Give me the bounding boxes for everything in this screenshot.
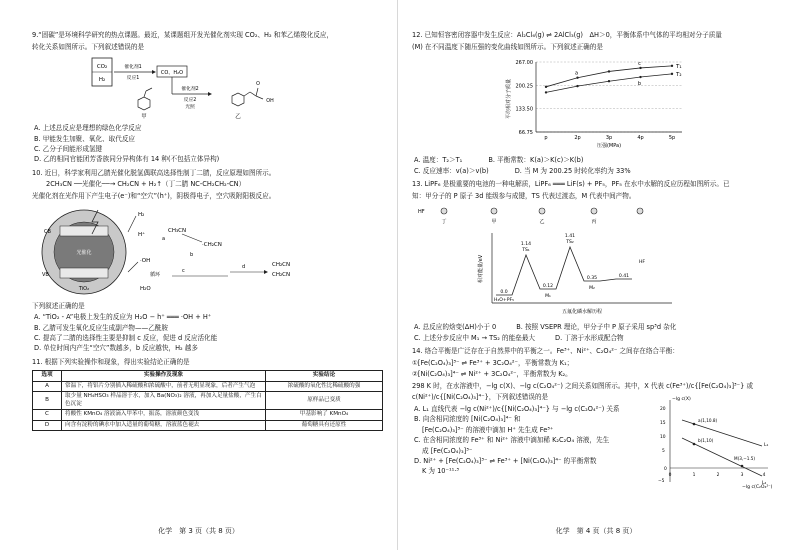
page-4 xyxy=(397,0,794,550)
q9-cat2: 催化剂2 xyxy=(181,87,199,93)
q9-rxn1: 反应1 xyxy=(126,76,140,82)
level-0: 0.0 xyxy=(500,290,508,296)
page-4-footer: 化学 第 4 页（共 8 页） xyxy=(555,527,637,535)
q12-ytick-label: 66.75 xyxy=(518,130,533,137)
q12-series-name: T₁ xyxy=(676,64,682,71)
q14-option-d-cont: K 为 10⁻¹¹·³ xyxy=(422,467,460,476)
q9-cat1: 催化剂1 xyxy=(124,65,142,71)
q12-series-line xyxy=(546,74,672,93)
product-label-2: CH₂CN xyxy=(272,271,291,278)
q10-stem-line1: 10. 近日，科学家利用乙腈光催化脱氢偶联高选择性制丁二腈，反应原理如图所示。 xyxy=(32,168,276,177)
q13-x-caption: 五氟化磷水解历程 xyxy=(561,309,603,316)
q14-ytick-15: 15 xyxy=(660,420,666,426)
ts2-label: TS₂ xyxy=(566,240,574,246)
reactant-label: H₂O+PF₅ xyxy=(493,298,515,304)
q12-options-row2 xyxy=(412,166,776,176)
cycle-label: 循环 xyxy=(150,271,161,278)
q10-option-a: A. “TiO₂ - A”电极上发生的反应为 H₂O − h⁺ ═══ ·OH + H⁺ xyxy=(34,313,212,322)
q9-scheme-svg xyxy=(32,54,332,120)
q12-point xyxy=(608,80,610,82)
q12-chart xyxy=(492,54,776,152)
ts1-label: TS₁ xyxy=(522,248,530,254)
row-a-operation: 常温下，将铝片分别插入稀硫酸和浓硫酸中，前者无明显现象，后者产生气泡 xyxy=(62,381,266,392)
q12-xtick-label: 3p xyxy=(605,135,613,142)
valence-band xyxy=(60,268,108,278)
q14-options xyxy=(412,404,650,477)
row-b-conclusion: 原样品已变质 xyxy=(266,392,383,410)
q12-options xyxy=(412,155,776,165)
q14-xtick-1: 1 xyxy=(692,472,696,478)
row-a-option: A xyxy=(33,381,62,392)
q9-light: 光照 xyxy=(185,105,195,111)
q12-point-label: c xyxy=(638,61,641,68)
q14-chart-svg xyxy=(656,394,776,490)
q10-ask: 下列叙述正确的是 xyxy=(32,301,85,310)
q9-label-o: O xyxy=(256,82,260,88)
q10-option-b: B. 乙腈可发生氧化反应生成副产物——乙酰胺 xyxy=(34,323,168,332)
q9-label-jia: 甲 xyxy=(141,114,147,121)
q12-point xyxy=(608,70,610,72)
q9-h2: H₂ xyxy=(98,77,106,84)
q12-point xyxy=(545,91,547,93)
struct-bing: 丙 xyxy=(591,219,597,226)
q12-ytick-label: 267.00 xyxy=(515,60,533,67)
q9-co-h2o: CO、H₂O xyxy=(160,70,184,77)
q10-option-d: D. 单位时间内产生“空穴”数越多，b 反应越快，H₂ 越多 xyxy=(34,344,198,353)
col-operation: 实验操作及现象 xyxy=(62,371,266,382)
level-m2: 0.35 xyxy=(586,276,598,282)
q13-stem-line2: 知：甲分子的 P 原子 3d 能级参与成键，TS 代表过渡态，M 代表中间产物。 xyxy=(412,191,636,200)
q12-point xyxy=(576,77,578,79)
path-c: c xyxy=(182,267,185,274)
q12-xtick-label: 2p xyxy=(574,135,581,142)
q14-option-b-cont: [Fe(C₂O₄)₃]³⁻ 的溶液中滴加 H⁺ 先生成 Fe³⁺ xyxy=(422,425,554,434)
q13-energy-profile-svg xyxy=(412,203,772,319)
row-b-operation: 取少量 NH₄HSO₃ 样品溶于水，加入 Ba(NO₃)₂ 溶液，再加入足量盐酸，产生白色沉淀 xyxy=(62,392,266,410)
q13-stem-line1: 13. LiPF₆ 是极重要的电池的一种电解质，LiPF₆ ═══ LiF(s) + PF₅，PF₅ 在水中水解的反应历程如图所示。已 xyxy=(412,180,730,188)
product-structure xyxy=(232,88,263,106)
q14-ytick-0: 0 xyxy=(664,466,667,472)
q14-xtick-2: 2 xyxy=(716,472,720,478)
q9-rxn2: 反应2 xyxy=(183,98,197,104)
hplus-label: H⁺ xyxy=(138,231,146,238)
q12-xtick-label: 5p xyxy=(668,135,676,142)
point-b-label: b(1,10) xyxy=(698,437,714,443)
q10-equation: 2CH₃CN ──光催化──→ CH₂CN + H₂↑（丁二腈 NC‑CH₂CH₂‑CN） xyxy=(46,180,246,189)
level-ts1: 1.14 xyxy=(520,242,532,248)
q14-stem-line3: c(Ni²⁺)/c{[Ni(C₂O₄)₃]⁴⁻}，下列叙述错误的是 xyxy=(412,393,549,402)
point-b xyxy=(693,443,696,446)
conduction-band xyxy=(60,226,108,236)
m2-label: M₂ xyxy=(589,286,595,292)
q9-option-d: D. 乙的相同官能团芳香族同分异构体有 14 种(不包括立体异构) xyxy=(34,155,220,164)
energy-path xyxy=(496,247,632,295)
l2-label: L₂ xyxy=(762,480,767,486)
q14-stem-line2: 298 K 时，在水溶液中，−lg c(X)、−lg c(C₂O₄²⁻) 之间关系如图所示。其中，X 代表 c(Fe³⁺)/c{[Fe(C₂O₄)₃]³⁻} 或 xyxy=(412,381,754,390)
q10-figure xyxy=(32,204,383,298)
row-d-conclusion: 葡萄糖具有还原性 xyxy=(266,420,383,431)
q13-option-a: A. 总反应的焓变(ΔH)小于 0 xyxy=(414,323,497,332)
q14-xtick-3: 3 xyxy=(740,472,744,478)
q14-ytick-5: 5 xyxy=(662,448,665,454)
styrene-structure xyxy=(138,88,152,110)
struct-ding: 丁 xyxy=(441,219,447,226)
q14-option-c-cont: 成 [Fe(C₂O₄)₃]³⁻ xyxy=(422,446,473,455)
q12-series-name: T₂ xyxy=(676,72,682,79)
q12-point xyxy=(671,73,673,75)
q12-x-label: 压强(MPa) xyxy=(596,143,622,150)
q13-figure xyxy=(412,203,776,319)
q12-point xyxy=(671,65,673,67)
row-d-operation: 向含有淀粉的碘水中加入适量的葡萄糖，溶液蓝色褪去 xyxy=(62,420,266,431)
level-m1: 0.12 xyxy=(542,284,554,290)
q12-point xyxy=(639,76,641,78)
q12-y-label: 平均相对分子质量 xyxy=(506,79,512,120)
q13-option-b: B. 按照 VSEPR 理论，甲分子中 P 原子采用 sp³d 杂化 xyxy=(516,323,677,332)
q13-option-d: D. 丁溶于水形成配合物 xyxy=(555,333,624,342)
point-a-label: a(1,10.8) xyxy=(698,417,718,423)
q10-stem-line2: 光催化剂在光作用下产生电子(e⁻)和“空穴”(h⁺)，阴极得电子，空穴吸附阳极反应。 xyxy=(32,192,276,200)
level-final: 0.41 xyxy=(618,274,630,280)
q12-xtick-label: p xyxy=(544,135,548,142)
q14-xtick-0: 0 xyxy=(668,472,672,478)
q14-xtick-4: 4 xyxy=(762,472,766,478)
q9-label-yi: 乙 xyxy=(235,114,241,121)
q12-option-c: C. 反应速率：v(a)＞v(b) xyxy=(414,166,489,175)
h2-label: H₂ xyxy=(138,211,145,218)
q14-y-label: −lg c(X) xyxy=(672,396,691,402)
q10-photocatalysis-svg xyxy=(32,204,312,298)
q13-options xyxy=(412,322,776,332)
q12-point xyxy=(639,67,641,69)
table-row xyxy=(33,381,383,392)
point-a xyxy=(693,423,696,426)
q9-option-b: B. 甲能发生加聚、氧化、取代反应 xyxy=(34,134,136,143)
struct-jia: 甲 xyxy=(491,219,497,226)
point-m-label: M(3,−1.5) xyxy=(734,455,756,461)
q14-option-d: D. Ni²⁺ + [Fe(C₂O₄)₃]³⁻ ⇌ Fe³⁺ + [Ni(C₂O₄)₃]⁴⁻ 的平衡常数 xyxy=(414,457,597,465)
l1-label: L₁ xyxy=(764,442,769,448)
q14-option-c: C. 在含相同浓度的 Fe³⁺ 和 Ni²⁺ 溶液中滴加稀 K₂C₂O₄ 溶液，先生 xyxy=(414,436,610,445)
q9-label-oh: OH xyxy=(266,99,274,105)
q12-option-a: A. 温度：T₂＞T₁ xyxy=(414,156,463,165)
q13-hf-left: HF xyxy=(418,209,425,216)
q12-point xyxy=(576,85,578,87)
q14-ytick-neg5: −5 xyxy=(658,478,665,484)
col-option: 选项 xyxy=(33,371,62,382)
hf-right: HF xyxy=(638,260,646,266)
q11-table xyxy=(32,370,383,431)
oh-radical-label: ·OH xyxy=(140,257,151,264)
m1-label: M₁ xyxy=(545,294,551,300)
row-c-option: C xyxy=(33,410,62,421)
q9-stem-line2: 转化关系如图所示。下列叙述错误的是 xyxy=(32,42,145,51)
q12-ytick-label: 200.25 xyxy=(515,83,533,90)
q10-option-c: C. 提高了二腈的选择性主要是抑制 c 反应，促进 d 反应活化能 xyxy=(34,334,218,342)
q9-stem-line1: 9.“固碳”是环境科学研究的热点课题。最近，某课题组开发光催化剂实现 CO₂、H₂ 和苯乙烯羧化反应， xyxy=(32,31,334,39)
row-a-conclusion: 浓硫酸的氧化性比稀硫酸的强 xyxy=(266,381,383,392)
q9-figure xyxy=(32,54,383,120)
ch3cn-label: CH₃CN xyxy=(168,227,187,234)
q14-stem-line1: 14. 络合平衡是广泛存在于自然界中的平衡之一。Fe³⁺、Ni²⁺、C₂O₄²⁻ 之间存在络合平衡： xyxy=(412,347,679,355)
q13-option-c: C. 上述分步反应中 M₁ → TS₂ 的能垒最大 xyxy=(414,333,536,342)
vb-label: VB xyxy=(42,271,49,278)
level-ts2: 1.41 xyxy=(564,234,576,240)
q14-ytick-10: 10 xyxy=(660,434,666,440)
product-label-1: CH₂CN xyxy=(272,261,291,268)
path-a: a xyxy=(162,235,166,242)
q12-point-label: b xyxy=(637,81,642,88)
path-b: b xyxy=(190,251,194,258)
table-row xyxy=(33,420,383,431)
q12-chart-svg xyxy=(492,54,702,152)
ch2cn-radical-label: ·CH₂CN xyxy=(202,241,222,248)
row-b-option: B xyxy=(33,392,62,410)
q14-option-a: A. L₁ 直线代表 −lg c(Ni²⁺)/c{[Ni(C₂O₄)₃]⁴⁻} 与 −lg c(C₂O₄²⁻) 关系 xyxy=(414,404,620,413)
q14-x-label: −lg c(C₂O₄²⁻) xyxy=(742,484,773,490)
struct-yi: 乙 xyxy=(539,219,545,226)
q12-stem-line1: 12. 已知恒容密闭容器中发生反应：Al₂Cl₆(g) ⇌ 2AlCl₃(g) ΔH＞0，平衡体系中气体的平均相对分子质量 xyxy=(412,31,722,39)
q11-stem: 11. 根据下列实验操作和现象，得出实验结论正确的是 xyxy=(32,357,190,366)
table-row xyxy=(33,392,383,410)
cb-label: CB xyxy=(44,228,51,235)
table-row xyxy=(33,410,383,421)
q12-xtick-label: 4p xyxy=(637,135,644,142)
q14-ytick-20: 20 xyxy=(660,406,666,412)
q13-options-row2 xyxy=(412,333,776,343)
col-conclusion: 实验结论 xyxy=(266,371,383,382)
q9-option-a: A. 上述总反应是理想的绿色化学反应 xyxy=(34,124,142,133)
row-d-option: D xyxy=(33,420,62,431)
h2o-label: H₂O xyxy=(140,285,151,292)
tio2-label: TiO₂ xyxy=(78,285,90,292)
q12-ytick-label: 133.50 xyxy=(515,106,533,113)
q13-y-label: 相对能量/eV xyxy=(478,255,484,284)
q9-co2: CO₂ xyxy=(96,64,108,71)
path-d: d xyxy=(242,263,246,270)
row-c-conclusion: 甲基影响了 KMnO₄ xyxy=(266,410,383,421)
photocat-label: 光催化 xyxy=(76,249,92,256)
molecule-structures xyxy=(441,208,643,214)
q12-stem-line2: (M) 在不同温度下随压强的变化曲线如图所示。下列叙述正确的是 xyxy=(412,42,603,51)
q14-eq2: ②[Ni(C₂O₄)₃]⁴⁻ ⇌ Ni²⁺ + 3C₂O₄²⁻，平衡常数为 K₂。 xyxy=(412,370,572,379)
q14-option-b: B. 向含相同浓度的 [Ni(C₂O₄)₃]⁴⁻ 和 xyxy=(414,415,521,424)
q12-point-label: a xyxy=(574,70,579,77)
table-header-row xyxy=(33,371,383,382)
q12-option-d: D. 当 M 为 200.25 时转化率约为 33% xyxy=(514,166,631,175)
row-c-operation: 将酸性 KMnO₄ 溶液滴入甲苯中，振荡，溶液颜色变浅 xyxy=(62,410,266,421)
q12-series-line xyxy=(546,66,672,87)
q12-point xyxy=(545,86,547,88)
point-m xyxy=(741,465,744,468)
q14-eq1: ①[Fe(C₂O₄)₃]³⁻ ⇌ Fe³⁺ + 3C₂O₄²⁻，平衡常数为 K₁； xyxy=(412,358,574,367)
q12-option-b: B. 平衡常数：K(a)＞K(c)＞K(b) xyxy=(488,156,584,165)
page-3-footer: 化学 第 3 页（共 8 页） xyxy=(158,527,239,535)
q9-option-c: C. 乙分子间能形成氢键 xyxy=(34,145,103,153)
